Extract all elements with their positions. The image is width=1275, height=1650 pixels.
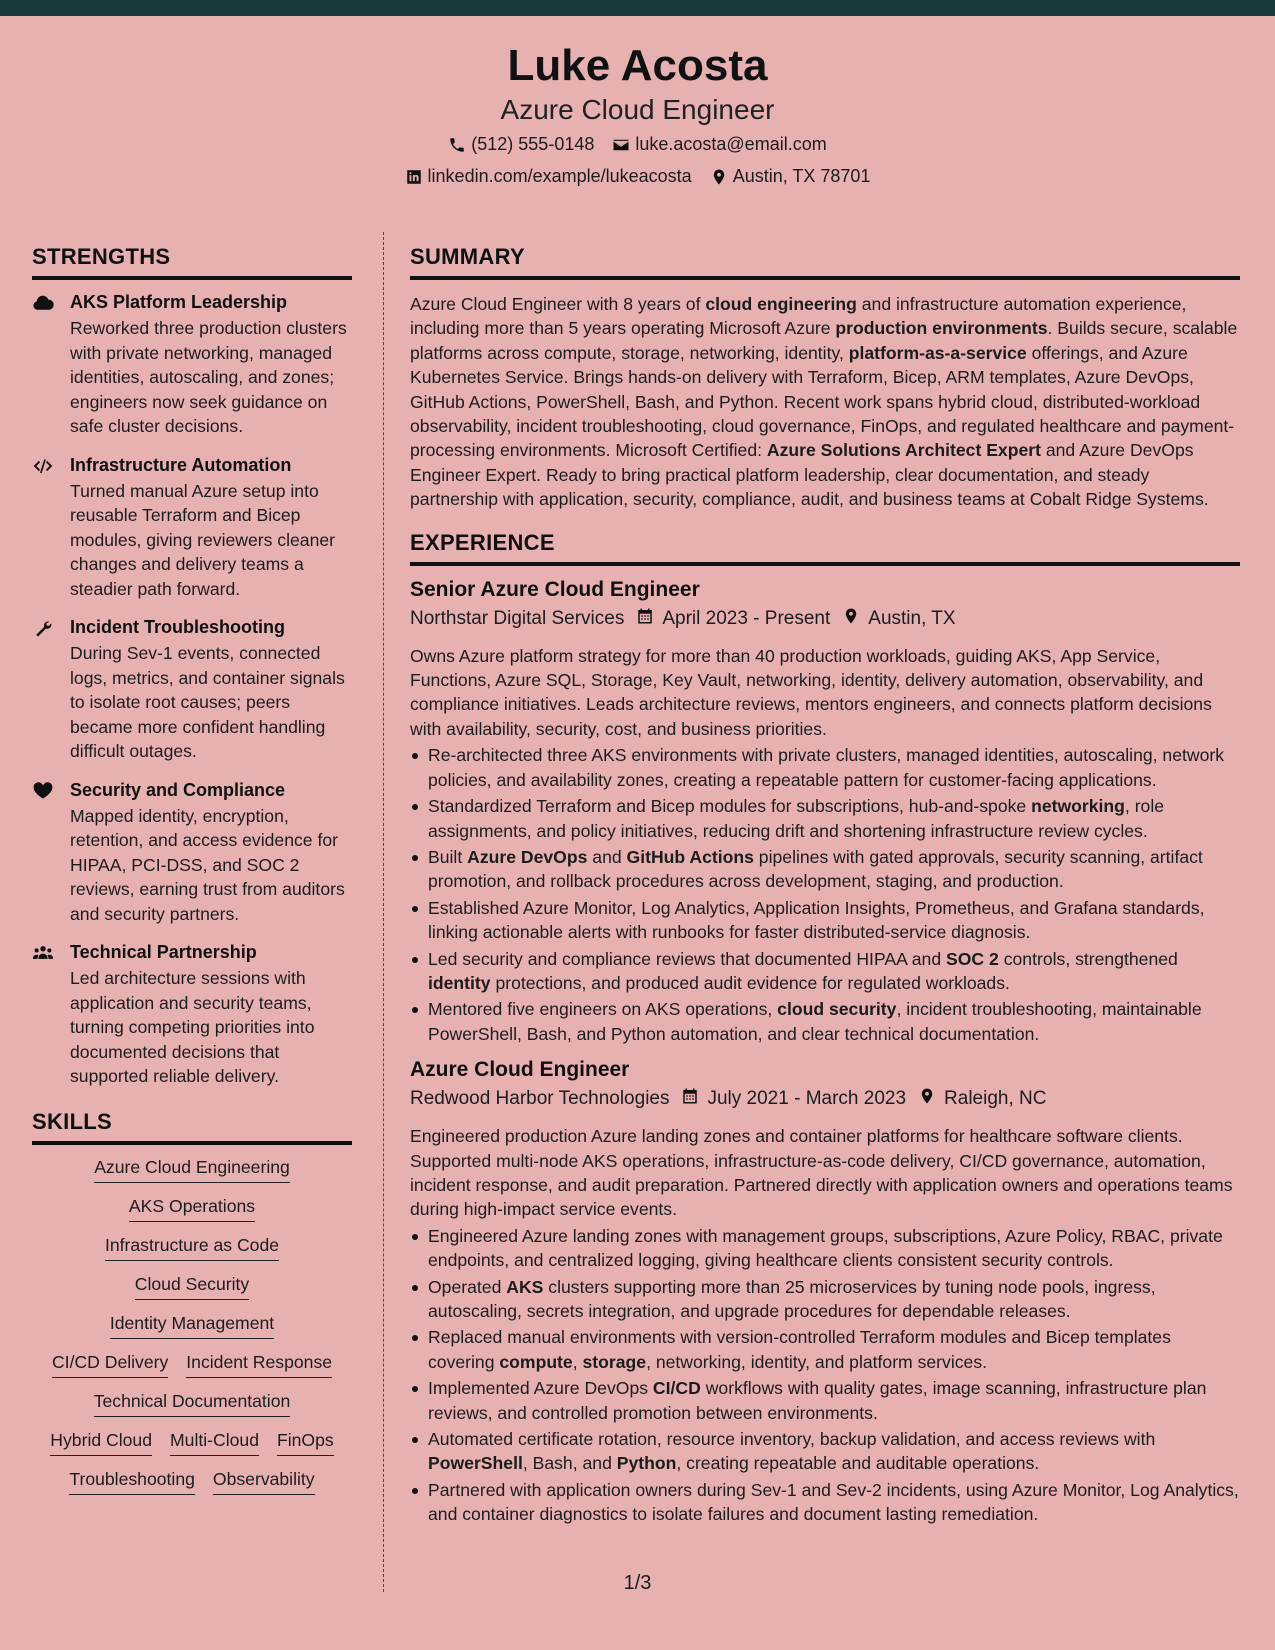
resume-header: [0, 16, 1275, 204]
skill-row: [32, 1391, 352, 1417]
top-accent-bar: [0, 0, 1275, 16]
summary-heading: SUMMARY: [410, 244, 1240, 280]
location-text: Raleigh, NC: [944, 1088, 1047, 1110]
candidate-name: Luke Acosta: [507, 41, 768, 90]
job-bullet: [410, 794, 1240, 843]
linkedin-icon: [405, 168, 423, 186]
skill-row: [32, 1157, 352, 1183]
text-run: , role assignments, and policy initiatives, reducing drift and shortening infrastructure review cycles.: [428, 796, 1165, 841]
location-contact: [710, 166, 871, 187]
text-run: offerings, and Azure Kubernetes Service. Brings hands-on delivery with Terraform, Bicep, ARM templates, Azure DevOps, GitHub Actions, PowerShell, Bash, and Python. Recent work spans hybrid cloud, distributed-workload observability, incident troubleshooting, cloud governance, FinOps, and regulated healthcare and payment-processing environments. Microsoft Certified:: [410, 342, 1235, 461]
skill-row: [32, 1469, 352, 1495]
text-run: Led security and compliance reviews that documented HIPAA and: [428, 948, 947, 969]
strength-item: [32, 455, 352, 602]
company-name: Northstar Digital Services: [410, 607, 625, 629]
strength-body: [70, 455, 352, 602]
summary-text: [410, 292, 1240, 512]
job-bullet: [410, 997, 1240, 1046]
skill-row: [32, 1352, 352, 1378]
strength-title: Incident Troubleshooting: [70, 617, 285, 637]
strength-text: Reworked three production clusters with private networking, managed identities, autoscaling, and zones; engineers now seek guidance on safe cluster decisions.: [70, 318, 347, 436]
job-bullet: [410, 1478, 1240, 1527]
bold-text: platform-as-a-service: [848, 342, 1027, 363]
skill-tag: Infrastructure as Code: [105, 1235, 279, 1261]
strength-title: Technical Partnership: [70, 942, 257, 962]
strengths-heading: STRENGTHS: [32, 244, 352, 280]
map-pin-icon: [918, 1086, 936, 1112]
text-run: ,: [572, 1351, 583, 1372]
skill-tag: Multi-Cloud: [170, 1430, 259, 1456]
dates-text: April 2023 - Present: [662, 607, 831, 629]
skill-tag: Identity Management: [110, 1313, 274, 1339]
text-run: and infrastructure automation experience, including more than 5 years operating Microsoft Azure: [410, 294, 1187, 339]
strength-body: [70, 780, 352, 927]
heart-icon: [32, 780, 56, 927]
phone-text: (512) 555-0148: [471, 134, 595, 154]
location-text: Austin, TX 78701: [732, 166, 871, 186]
company-name: Redwood Harbor Technologies: [410, 1088, 670, 1110]
skill-row: [32, 1235, 352, 1261]
skill-row: [32, 1196, 352, 1222]
location-text: Austin, TX: [868, 607, 956, 629]
strength-body: [70, 292, 352, 439]
strength-item: [32, 780, 352, 927]
job-location: [842, 606, 955, 632]
job-bullet: [410, 743, 1240, 792]
text-run: and: [587, 846, 627, 867]
skills-heading: SKILLS: [32, 1109, 352, 1145]
bold-text: CI/CD: [652, 1378, 701, 1399]
text-run: Azure Cloud Engineer with 8 years of: [410, 294, 706, 314]
calendar-icon: [681, 1086, 699, 1112]
skill-tag: Azure Cloud Engineering: [94, 1157, 290, 1183]
bold-text: Python: [616, 1453, 677, 1474]
job-meta: [410, 606, 1240, 632]
sidebar: [32, 244, 352, 1508]
skill-tag: AKS Operations: [129, 1196, 255, 1222]
job-bullets: [410, 743, 1240, 1046]
bold-text: production environments: [835, 318, 1048, 339]
strength-item: [32, 942, 352, 1089]
bold-text: Azure Solutions Architect Expert: [766, 440, 1041, 461]
bold-text: SOC 2: [946, 948, 999, 969]
job-entry: [410, 1058, 1240, 1527]
job-bullet: [410, 947, 1240, 996]
strength-title: Security and Compliance: [70, 779, 286, 800]
column-divider: [383, 232, 384, 1592]
skill-tag: CI/CD Delivery: [52, 1352, 168, 1378]
users-icon: [32, 942, 56, 1089]
text-run: Implemented Azure DevOps: [428, 1378, 653, 1399]
job-title: Azure Cloud Engineer: [410, 1058, 630, 1082]
bold-text: identity: [428, 972, 491, 993]
phone-icon: [448, 136, 466, 154]
skill-tag: Hybrid Cloud: [50, 1430, 152, 1456]
text-run: , Bash, and: [522, 1453, 617, 1474]
job-bullet: [410, 896, 1240, 945]
job-bullet: [410, 1376, 1240, 1425]
text-run: clusters supporting more than 25 microservices by tuning node pools, ingress, autoscaling, secrets integration, and upgrade procedures for dependable releases.: [428, 1276, 1156, 1321]
email-text[interactable]: luke.acosta@email.com: [635, 134, 827, 154]
strength-body: [70, 617, 352, 764]
text-run: Re-architected three AKS environments with private clusters, managed identities, autoscaling, network policies, and availability zones, creating a repeatable pattern for customer-facing applications.: [428, 745, 1225, 790]
contact-row-2: [0, 166, 1275, 187]
skill-row: [32, 1274, 352, 1300]
strength-text: Mapped identity, encryption, retention, and access evidence for HIPAA, PCI-DSS, and SOC 2 reviews, earning trust from auditors and security partners.: [70, 805, 345, 924]
text-run: . Builds secure, scalable platforms across compute, storage, networking, identity,: [410, 318, 1238, 363]
skill-tag: Troubleshooting: [69, 1469, 195, 1495]
job-bullets: [410, 1224, 1240, 1527]
job-dates: [636, 606, 830, 632]
bold-text: cloud security: [777, 999, 897, 1020]
text-run: , creating repeatable and auditable operations.: [676, 1453, 1040, 1474]
cloud-icon: [32, 292, 56, 439]
bold-text: PowerShell: [428, 1453, 523, 1474]
skills-section: [32, 1109, 352, 1495]
linkedin-contact[interactable]: [405, 166, 692, 187]
job-bullet: [410, 1275, 1240, 1324]
job-meta: [410, 1086, 1240, 1112]
map-pin-icon: [710, 168, 728, 186]
code-icon: [32, 455, 56, 602]
job-bullet: [410, 1325, 1240, 1374]
bold-text: networking: [1031, 796, 1125, 817]
text-run: Replaced manual environments with version-controlled Terraform modules and Bicep templates covering: [428, 1327, 1171, 1372]
strength-title: Infrastructure Automation: [70, 454, 292, 475]
linkedin-text[interactable]: linkedin.com/example/lukeacosta: [427, 166, 692, 186]
text-run: workflows with quality gates, image scanning, infrastructure plan reviews, and controlled promotion between environments.: [428, 1378, 1207, 1423]
job-bullet: [410, 1224, 1240, 1273]
skill-tag: Observability: [213, 1469, 315, 1495]
calendar-icon: [636, 606, 654, 632]
experience-heading: EXPERIENCE: [410, 530, 1240, 566]
bold-text: compute: [499, 1351, 573, 1372]
main-column: [410, 244, 1240, 1539]
skill-row: [32, 1430, 352, 1456]
bold-text: Azure DevOps: [467, 846, 588, 867]
bold-text: storage: [582, 1351, 647, 1372]
text-run: Partnered with application owners during Sev-1 and Sev-2 incidents, using Azure Monitor, Log Analytics, and container diagnostics to isolate failures and document lasting remediation.: [428, 1479, 1239, 1525]
job-dates: [681, 1086, 906, 1112]
page-number: 1/3: [623, 1572, 652, 1594]
text-run: , networking, identity, and platform services.: [646, 1351, 988, 1372]
text-run: pipelines with gated approvals, security scanning, artifact promotion, and rollback procedures across development, staging, and production.: [428, 846, 1203, 892]
text-run: and Azure DevOps Engineer Expert. Ready to bring practical platform leadership, clear documentation, and steady partnership with application, security, compliance, audit, and business teams at Cobalt Ridge Systems.: [410, 440, 1209, 510]
map-pin-icon: [842, 606, 860, 632]
text-run: Engineered Azure landing zones with management groups, subscriptions, Azure Policy, RBAC, private endpoints, and centralized logging, giving healthcare clients consistent security controls.: [428, 1225, 1223, 1271]
experience-list: [410, 578, 1240, 1527]
text-run: Mentored five engineers on AKS operations,: [428, 999, 778, 1020]
skill-tag: FinOps: [277, 1430, 334, 1456]
strength-text: Turned manual Azure setup into reusable Terraform and Bicep modules, giving reviewers cleaner changes and delivery teams a steadier path forward.: [70, 480, 336, 599]
strengths-list: [32, 292, 352, 1089]
contact-row-1: [0, 134, 1275, 155]
skill-tag: Technical Documentation: [94, 1391, 291, 1417]
strength-text: Led architecture sessions with application and security teams, turning competing priorities into documented decisions that supported reliable delivery.: [70, 968, 315, 1086]
envelope-icon: [612, 136, 630, 154]
strength-item: [32, 292, 352, 439]
email-contact[interactable]: [612, 134, 826, 155]
text-run: Automated certificate rotation, resource inventory, backup validation, and access reviews with: [428, 1429, 1156, 1450]
text-run: controls, strengthened: [998, 948, 1178, 969]
skills-list: [32, 1157, 352, 1495]
job-bullet: [410, 1427, 1240, 1476]
strength-text: During Sev-1 events, connected logs, metrics, and container signals to isolate root causes; peers became more confident handling difficult outages.: [70, 643, 345, 761]
text-run: Standardized Terraform and Bicep modules for subscriptions, hub-and-spoke: [428, 796, 1032, 817]
skill-tag: Incident Response: [186, 1352, 332, 1378]
job-bullet: [410, 845, 1240, 894]
dates-text: July 2021 - March 2023: [707, 1088, 907, 1110]
strength-title: AKS Platform Leadership: [70, 292, 288, 312]
text-run: Operated: [428, 1276, 507, 1297]
job-title: Senior Azure Cloud Engineer: [410, 577, 700, 601]
candidate-title: Azure Cloud Engineer: [500, 94, 775, 125]
strength-item: [32, 617, 352, 764]
bold-text: AKS: [506, 1276, 544, 1297]
phone-contact: [448, 134, 594, 155]
text-run: protections, and produced audit evidence for regulated workloads.: [490, 972, 1010, 993]
bold-text: GitHub Actions: [626, 846, 754, 867]
text-run: , incident troubleshooting, maintainable PowerShell, Bash, and Python automation, and clear technical documentation.: [428, 999, 1202, 1044]
job-entry: [410, 578, 1240, 1047]
skill-row: [32, 1313, 352, 1339]
skill-tag: Cloud Security: [135, 1274, 249, 1300]
job-description: Owns Azure platform strategy for more than 40 production workloads, guiding AKS, App Service, Functions, Azure SQL, Storage, Key Vault, networking, identity, delivery automation, observability, and compliance initiatives. Leads architecture reviews, mentors engineers, and connects platform decisions with availability, security, cost, and business priorities.: [410, 645, 1212, 739]
strength-body: [70, 942, 352, 1089]
wrench-icon: [32, 617, 56, 764]
bold-text: cloud engineering: [705, 294, 857, 314]
text-run: Established Azure Monitor, Log Analytics, Application Insights, Prometheus, and Grafana standards, linking actionable alerts with runbooks for faster distributed-service diagnosis.: [428, 897, 1205, 943]
job-location: [918, 1086, 1046, 1112]
text-run: Built: [428, 846, 468, 867]
job-description: Engineered production Azure landing zones and container platforms for healthcare software clients. Supported multi-node AKS operations, infrastructure-as-code delivery, CI/CD governance, automation, incident response, and audit preparation. Partnered directly with application owners and operations teams during high-impact service events.: [410, 1126, 1233, 1220]
